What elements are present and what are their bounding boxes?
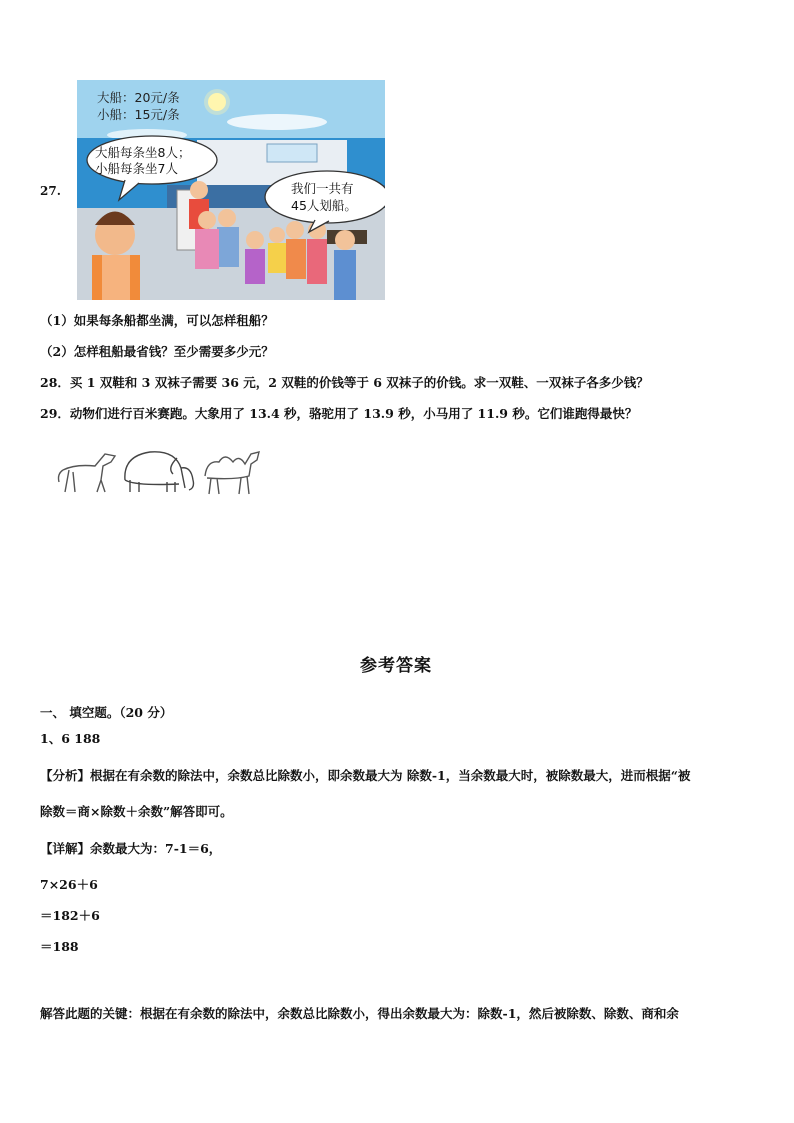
question-27-sub-1: （1）如果每条船都坐满，可以怎样租船？ [40,313,274,328]
price-big-boat: 大船：20元/条 [97,90,180,105]
question-29: 29．动物们进行百米赛跑。大象用了 13.4 秒，骆驼用了 13.9 秒，小马用了 11.9 秒。它们谁跑得最快？ [40,406,638,421]
analysis-line-2: 除数＝商×除数＋余数”解答即可。 [40,804,233,819]
right-bubble-line-1: 我们一共有 [291,181,354,196]
key-point-line: 解答此题的关键：根据在有余数的除法中，余数总比除数小，得出余数最大为：除数-1，然后被除数、除数、商和余 [40,1006,679,1021]
left-speech-bubble [87,136,217,184]
right-speech-bubble [265,171,385,223]
left-bubble-line-2: 小船每条坐7人 [95,161,178,176]
camel-icon [205,452,259,494]
left-bubble-line-1: 大船每条坐8人； [95,145,191,160]
section-fill-blank: 一、 填空题。（20 分） [40,705,173,720]
calc-step-1: 7×26＋6 [40,877,98,892]
boat-rental-illustration [77,80,385,300]
detail-line: 【详解】余数最大为：7-1＝6， [40,841,222,856]
answers-title: 参考答案 [360,656,432,676]
question-27-sub-2: （2）怎样租船最省钱？至少需要多少元？ [40,344,274,359]
analysis-line-1: 【分析】根据在有余数的除法中，余数总比除数小，即余数最大为 除数-1，当余数最大时，被除数最大，进而根据“被 [40,768,691,783]
race-animals-illustration [55,440,265,500]
boat-scene-image [77,80,385,300]
question-28: 28．买 1 双鞋和 3 双袜子需要 36 元，2 双鞋的价钱等于 6 双袜子的价钱。求一双鞋、一双袜子各多少钱？ [40,375,649,390]
answer-1: 1、6 188 [40,731,101,746]
elephant-icon [125,452,194,492]
right-bubble-line-2: 45人划船。 [291,198,357,213]
question-27-number: 27. [40,184,61,198]
animals-image [55,440,265,500]
price-small-boat: 小船：15元/条 [97,107,180,122]
horse-icon [59,454,116,492]
calc-step-3: ＝188 [40,939,79,954]
calc-step-2: ＝182＋6 [40,908,100,923]
